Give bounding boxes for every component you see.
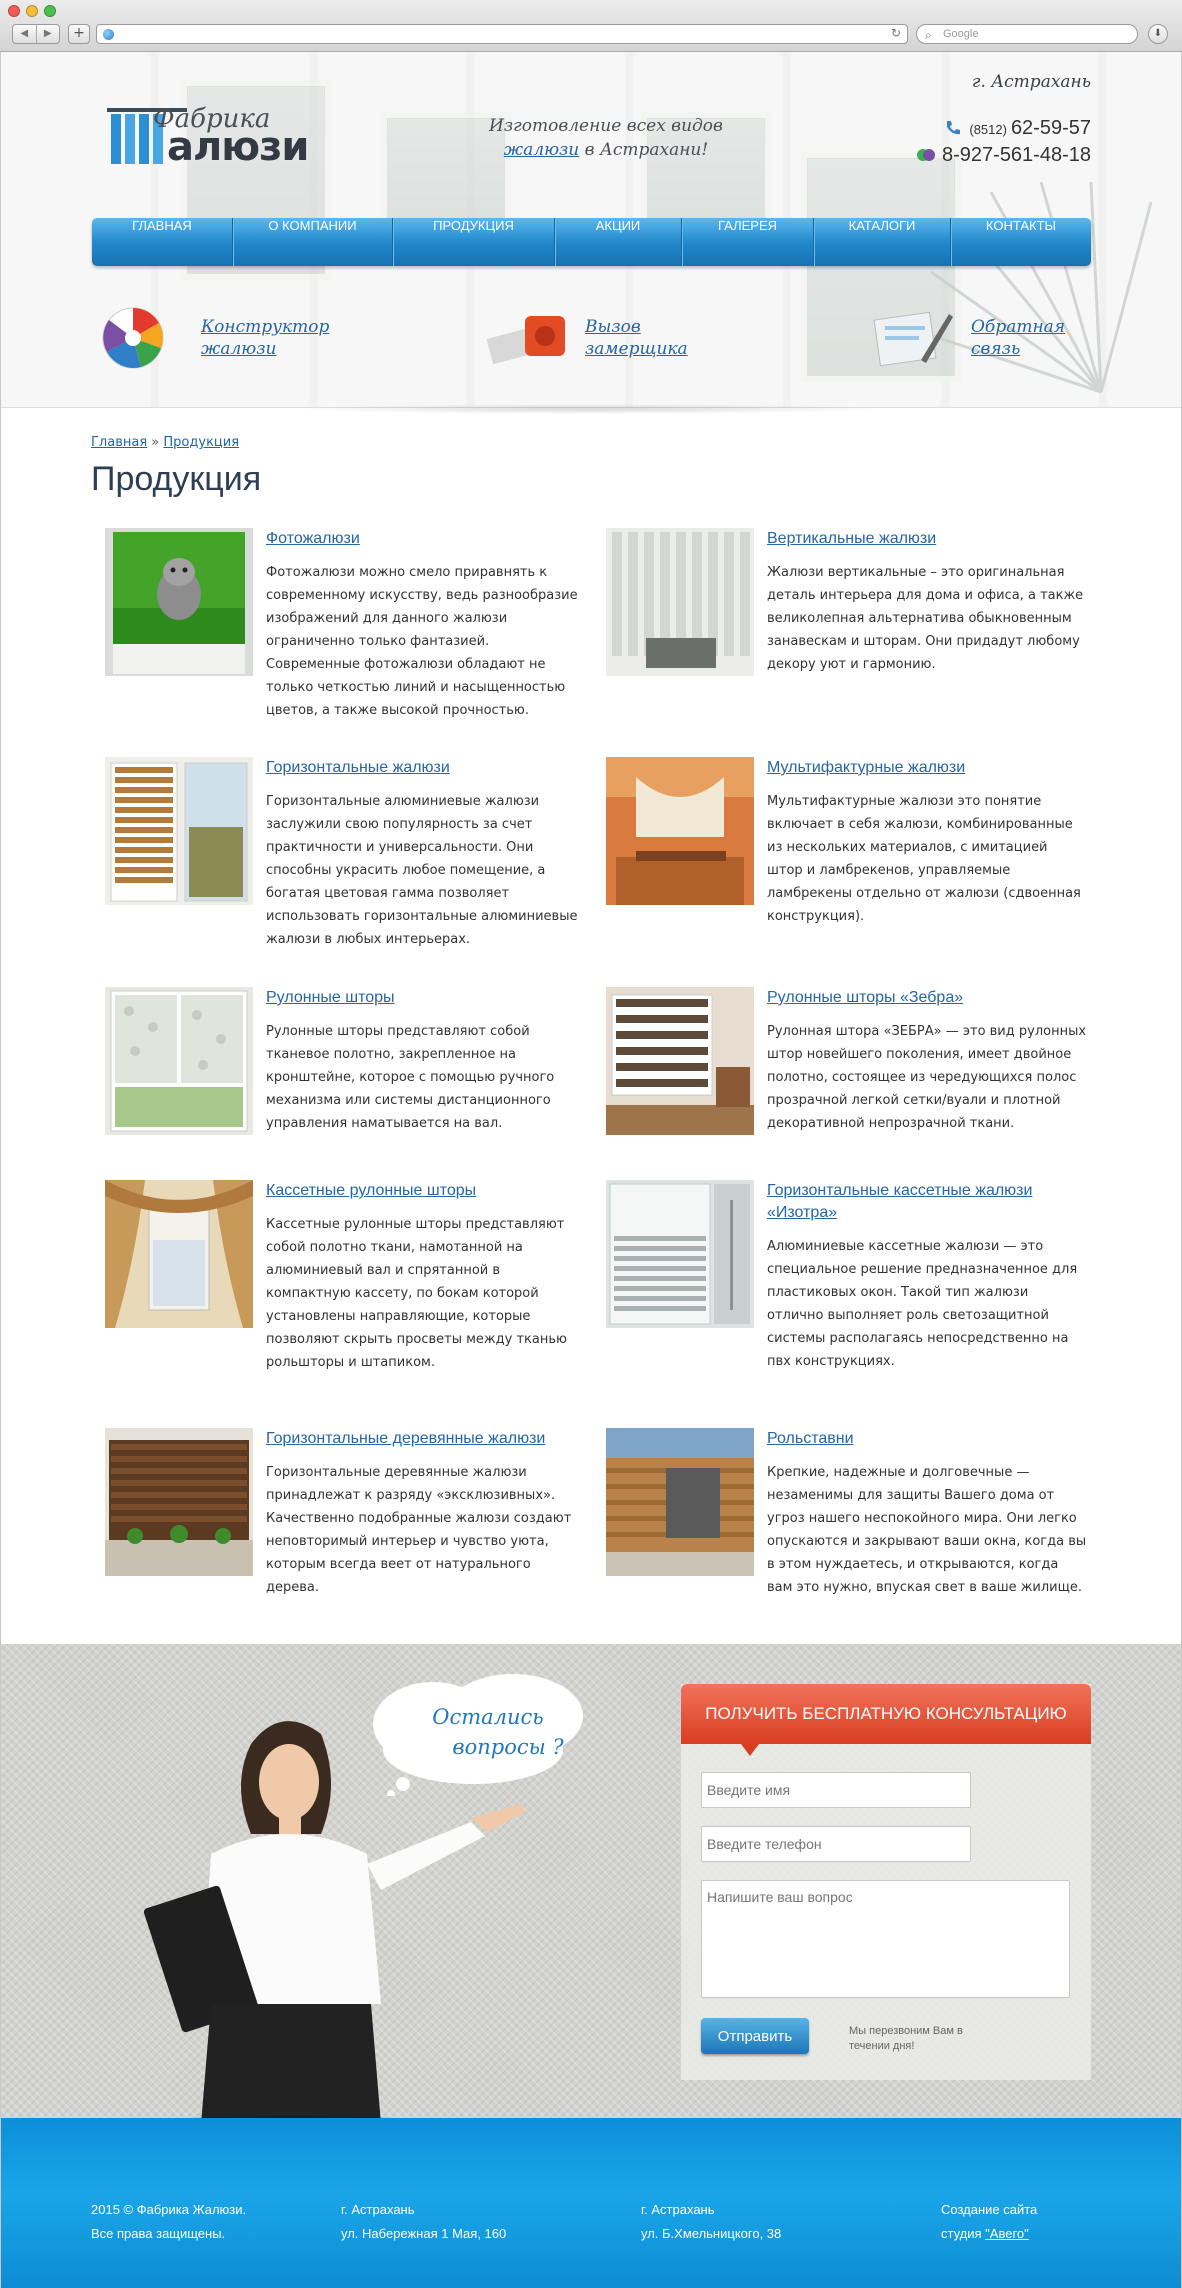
forward-button[interactable]: ▶ [36,25,60,43]
multitexture-blinds-image[interactable] [606,757,754,905]
product-description: Алюминиевые кассетные жалюзи — это специальное решение предназначенное для пластиковых окон. Такой тип жалюзи отлично выполняет роль светозащитной системы располагаясь непосредственно на пвх конструкциях. [767,1239,1078,1369]
browser-toolbar [0,0,1182,52]
zebra-blinds-image[interactable] [606,987,754,1135]
product-name-link[interactable]: Горизонтальные кассетные жалюзи «Изотра» [767,1182,1033,1221]
header-tagline [471,114,741,162]
roller-blinds-image[interactable] [105,987,253,1135]
address-bar[interactable] [96,24,908,44]
feedback-pen-icon [871,302,961,372]
site-logo[interactable] [107,102,337,174]
search-icon: ⌕ [925,28,932,42]
product-name-link[interactable]: Рулонные шторы [266,989,395,1006]
product-name-link[interactable]: Горизонтальные жалюзи [266,759,450,776]
address1-street: ул. Набережная 1 Мая, 160 [341,2226,507,2241]
menu-item-about[interactable]: О КОМПАНИИ [233,218,393,266]
site-footer [1,2118,1181,2288]
close-window-button[interactable] [8,5,20,17]
footer-address-2 [641,2198,781,2246]
breadcrumb [91,435,239,450]
horizontal-blinds-image[interactable] [105,757,253,905]
brand-main-text: алюзи [167,124,309,170]
footer-address-1 [341,2198,506,2246]
footer-developer [941,2198,1037,2246]
brand-top-text: Фабрика [153,104,271,134]
product-description: Крепкие, надежные и долговечные — незаменимы для защиты Вашего дома от угроз нашего неспокойного мира. Они легко опускаются и закрывают ваши окна, когда вы в этом нуждаетесь, и открываются, когда вам это нужно, впуская свет в ваше жилище. [767,1465,1087,1595]
callback-note: Мы перезвоним Вам в течении дня! [849,2025,963,2052]
product-name-link[interactable]: Рулонные шторы «Зебра» [767,989,964,1006]
phone-icon [943,119,963,137]
downloads-icon[interactable]: ⬇ [1148,24,1168,44]
vertical-blinds-image[interactable] [606,528,754,676]
copyright-text: 2015 © Фабрика Жалюзи. [91,2202,247,2217]
question-textarea[interactable] [701,1880,1070,1998]
main-menu [92,218,1091,266]
tagline-link[interactable]: жалюзи [503,140,580,160]
shutters-image[interactable] [606,1428,754,1576]
menu-item-promotions[interactable]: АКЦИИ [555,218,682,266]
address2-street: ул. Б.Хмельницкого, 38 [641,2226,782,2241]
product-description: Рулонная штора «ЗЕБРА» — это вид рулонных штор новейшего поколения, имеет двойное полотно, состоящее из чередующихся полос прозрачной легкой сетки/вуали и плотной декоративной непрозрачной ткани. [767,1024,1087,1131]
photo-blinds-image[interactable] [105,528,253,676]
product-name-link[interactable]: Кассетные рулонные шторы [266,1182,477,1199]
feature-measurer-line1: Вызов [585,317,641,337]
color-palette-icon [101,302,191,372]
wooden-blinds-image[interactable] [105,1428,253,1576]
page-title: Продукция [91,460,262,498]
search-placeholder: Google [943,28,979,40]
feature-feedback-line1: Обратная [971,317,1066,337]
phone1-number: 62-59-57 [1010,117,1091,139]
history-buttons [12,24,60,44]
tagline-line1: Изготовление всех видов [489,116,723,136]
product-description: Жалюзи вертикальные – это оригинальная деталь интерьера для дома и офиса, а также великолепная альтернатива обыкновенным занавескам и шторам. Они придадут любому декору уют и гармонию. [767,565,1084,672]
new-tab-button[interactable]: + [68,24,90,44]
address2-city: г. Астрахань [641,2202,715,2217]
cassette-roller-blinds-image[interactable] [105,1180,253,1328]
product-description: Горизонтальные деревянные жалюзи принадлежат к разряду «эксклюзивных». Качественно подобранные жалюзи создают неповторимый интерьер и чувство уюта, которым всегда веет от натурального дерева. [266,1465,572,1595]
developer-prefix: студия [941,2226,986,2241]
feature-constructor-line1: Конструктор [201,317,330,337]
product-name-link[interactable]: Горизонтальные деревянные жалюзи [266,1430,546,1447]
phone-input[interactable] [701,1826,971,1862]
menu-item-gallery[interactable]: ГАЛЕРЕЯ [682,218,814,266]
feature-feedback-line2: связь [971,339,1021,359]
product-description: Кассетные рулонные шторы представляют собой полотно ткани, намотанной на алюминиевый вал и спрятанной в компактную кассету, по бокам которой установлены направляющие, которые позволяют скрыть просветы между тканью рольшторы и штапиком. [266,1217,567,1370]
phone-landline[interactable] [943,117,1091,140]
menu-item-products[interactable]: ПРОДУКЦИЯ [393,218,555,266]
submit-button[interactable]: Отправить [701,2018,809,2054]
feature-constructor-line2: жалюзи [201,339,277,359]
footer-copyright [91,2198,246,2246]
feature-feedback-link[interactable] [971,316,1065,360]
developer-label: Создание сайта [941,2202,1038,2217]
back-button[interactable]: ◀ [20,28,29,39]
product-description: Мультифактурные жалюзи это понятие включает в себя жалюзи, комбинированные из нескольких материалов, с имитацией штор и ламбрекенов, управляемые ламбрекены отдельно от жалюзи (сдвоенная конструкция). [767,794,1081,924]
isotra-blinds-image[interactable] [606,1180,754,1328]
name-input[interactable] [701,1772,971,1808]
product-name-link[interactable]: Фотожалюзи [266,530,360,547]
menu-item-home[interactable]: ГЛАВНАЯ [92,218,233,266]
form-title: ПОЛУЧИТЬ БЕСПЛАТНУЮ КОНСУЛЬТАЦИЮ [681,1684,1091,1744]
phone1-code: (8512) [969,122,1007,137]
whatsapp-viber-icon [916,146,936,164]
consultant-woman-illustration [141,1704,541,2124]
form-title-pointer [741,1744,759,1756]
product-description: Горизонтальные алюминиевые жалюзи заслужили свою популярность за счет практичности и универсальности. Они способны украсить любое помещение, а богатая цветовая гамма позволяет использовать горизонтальные алюминиевые жалюзи в любых интерьерах. [266,794,578,947]
address1-city: г. Астрахань [341,2202,415,2217]
menu-item-contacts[interactable]: КОНТАКТЫ [985,218,1057,233]
site-header [1,52,1181,408]
phone2-number: 8-927-561-48-18 [942,144,1091,166]
window-controls [8,5,56,17]
minimize-window-button[interactable] [26,5,38,17]
breadcrumb-current[interactable]: Продукция [163,435,240,450]
rights-text: Все права защищены. [91,2226,226,2241]
feature-constructor-link[interactable] [201,316,329,360]
product-description: Фотожалюзи можно смело приравнять к современному искусству, ведь разнообразие изображений для данного жалюзи ограниченно только фантазией. Современные фотожалюзи обладают не только четкостью линий и насыщенностью цветов, а также высокой прочностью. [266,565,578,718]
header-shadow [291,404,891,414]
product-description: Рулонные шторы представляют собой тканевое полотно, закрепленное на кронштейне, которое с помощью ручного механизма или системы дистанционного управления наматывается на вал. [266,1024,555,1131]
developer-link[interactable]: "Авего" [985,2226,1029,2241]
globe-icon [103,29,114,40]
tagline-rest: в Астрахани! [579,140,709,160]
developer-line [941,2222,1037,2246]
cloud-line2: вопросы ? [452,1735,564,1759]
browser-search-input[interactable] [916,24,1138,44]
measuring-tape-icon [485,302,575,372]
product-name-link[interactable]: Мультифактурные жалюзи [767,759,966,776]
product-name-link[interactable]: Вертикальные жалюзи [767,530,937,547]
feature-measurer-line2: замерщика [585,339,688,359]
zoom-window-button[interactable] [44,5,56,17]
feature-measurer-link[interactable] [585,316,688,360]
cloud-line1: Остались [432,1705,544,1729]
breadcrumb-separator: » [151,435,160,450]
phone-mobile[interactable] [916,144,1091,167]
product-name-link[interactable]: Рольставни [767,1430,854,1447]
tagline-line2 [471,138,741,162]
web-page [0,52,1182,2288]
breadcrumb-home[interactable]: Главная [91,435,148,450]
header-city: г. Астрахань [971,72,1091,92]
consultation-section [1,1644,1181,2118]
reload-icon[interactable]: ↻ [890,26,901,40]
menu-item-catalogs[interactable]: КАТАЛОГИ [814,218,951,266]
consultation-form [681,1684,1091,2080]
